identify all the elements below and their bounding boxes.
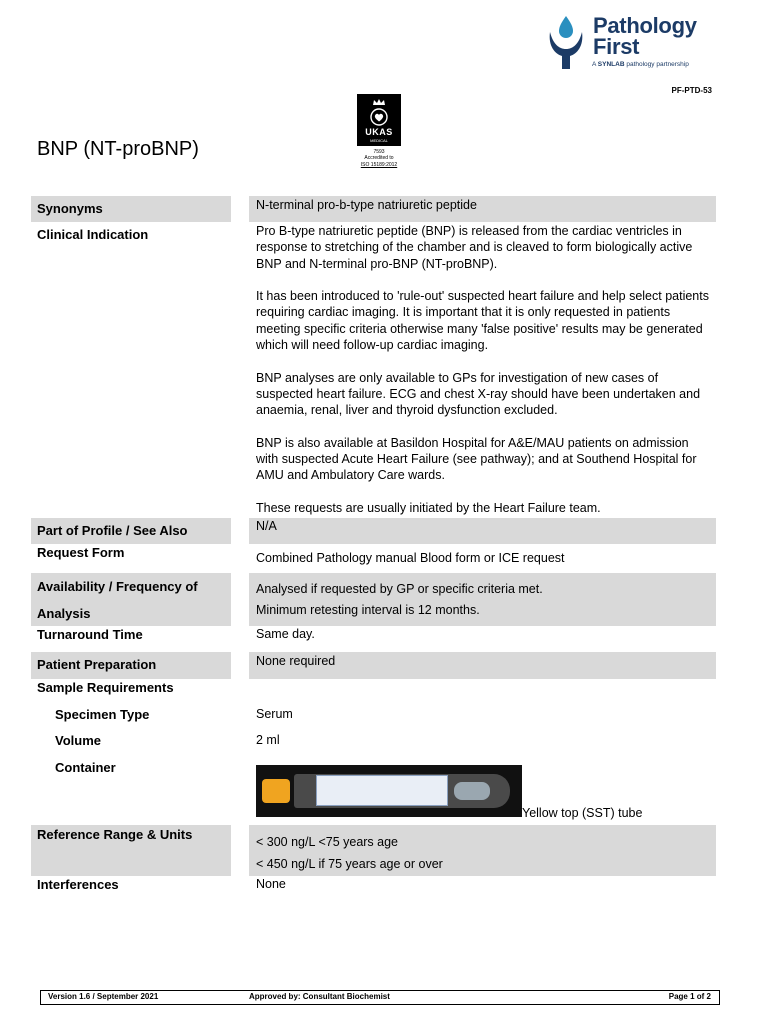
reference-range-value — [249, 825, 716, 876]
clinical-paragraph: BNP is also available at Basildon Hospital for A&E/MAU patients on admission with suspected Acute Heart Failure (see pathway); and at Southend Hospital for AMU and Ambulatory Care wards. — [256, 435, 697, 483]
ukas-iso-standard: ISO 15189:2012 — [360, 162, 398, 168]
footer-approved: Approved by: Consultant Biochemist — [249, 992, 390, 1001]
specimen-type-label: Specimen Type — [55, 707, 150, 722]
crown-icon — [372, 98, 386, 106]
interferences-value: None — [256, 877, 286, 891]
volume-label: Volume — [55, 733, 101, 748]
availability-label-line2: Analysis — [37, 606, 91, 621]
ukas-medical: MEDICAL — [370, 138, 388, 143]
brand-tagline: A SYNLAB pathology partnership — [592, 61, 689, 68]
profile-value: N/A — [249, 518, 716, 544]
reference-range-line1: < 300 ng/L <75 years age — [256, 835, 399, 849]
ukas-accreditation-mark — [356, 94, 402, 168]
heart-icon — [370, 108, 388, 126]
volume-value: 2 ml — [256, 733, 280, 747]
specimen-type-value: Serum — [256, 707, 293, 721]
tube-label — [316, 775, 448, 806]
turnaround-row — [31, 626, 716, 652]
container-label: Container — [55, 760, 116, 775]
tube-cap-yellow — [262, 779, 290, 803]
tube-gel — [454, 782, 490, 800]
container-value — [249, 765, 716, 820]
availability-label — [31, 573, 231, 626]
preparation-value: None required — [249, 652, 716, 679]
clinical-paragraph: These requests are usually initiated by the Heart Failure team. — [256, 501, 601, 516]
request-form-value: Combined Pathology manual Blood form or ICE request — [256, 551, 565, 565]
clinical-paragraph: BNP analyses are only available to GPs for investigation of new cases of suspected heart failure. ECG and chest X-ray should have been undertaken and anaemia, renal, liver and thyroid dysfunction excluded. — [256, 370, 701, 418]
turnaround-label: Turnaround Time — [37, 627, 143, 642]
brand-name-line2: First — [593, 34, 640, 59]
interferences-row — [31, 876, 716, 902]
page-title: BNP (NT-proBNP) — [37, 138, 199, 160]
document-code: PF-PTD-53 — [671, 86, 712, 95]
synonyms-label: Synonyms — [31, 196, 231, 222]
reference-range-line2: < 450 ng/L if 75 years age or over — [256, 857, 443, 871]
footer-page-number: Page 1 of 2 — [668, 992, 711, 1001]
ukas-number: 7593 — [373, 149, 385, 155]
clinical-indication-value — [249, 223, 716, 516]
availability-value-line2: Minimum retesting interval is 12 months. — [256, 603, 480, 617]
availability-value — [249, 573, 716, 626]
clinical-paragraph: Pro B-type natriuretic peptide (BNP) is released from the cardiac ventricles in response to stretching of the chamber and is cleaved to form biologically active BNP and N-terminal pro-BNP (NT-proBNP). — [256, 224, 693, 271]
profile-label: Part of Profile / See Also — [31, 518, 231, 544]
container-row — [31, 759, 716, 821]
ukas-accredited-text: Accredited to — [364, 155, 394, 161]
availability-value-line1: Analysed if requested by GP or specific criteria met. — [256, 582, 543, 596]
pathology-first-logo — [546, 14, 716, 72]
reference-range-label: Reference Range & Units — [31, 825, 231, 876]
brand-name-line1: Pathology — [593, 13, 697, 38]
pathology-first-logo-icon — [546, 14, 586, 70]
availability-row — [31, 573, 716, 626]
synonyms-row — [31, 196, 716, 222]
clinical-indication-row — [31, 222, 716, 518]
reference-range-row — [31, 825, 716, 876]
clinical-indication-label: Clinical Indication — [37, 227, 149, 242]
request-form-row — [31, 544, 716, 572]
ukas-logo — [357, 94, 401, 146]
document-footer — [40, 990, 720, 1005]
preparation-label: Patient Preparation — [31, 652, 231, 679]
clinical-paragraph: It has been introduced to 'rule-out' suspected heart failure and help select patients requiring cardiac imaging. It is important that it is only requested in patients meeting specific criteria otherwise many 'false positive' results may be generated which will need follow-up cardiac imaging. — [256, 289, 709, 353]
request-form-label: Request Form — [37, 545, 125, 560]
availability-label-line1: Availability / Frequency of — [37, 579, 198, 594]
sst-tube-image — [256, 765, 522, 817]
interferences-label: Interferences — [37, 877, 119, 892]
synonyms-value: N-terminal pro-b-type natriuretic peptide — [249, 196, 716, 222]
container-caption: Yellow top (SST) tube — [522, 806, 643, 820]
turnaround-value: Same day. — [256, 627, 315, 641]
sample-requirements-label: Sample Requirements — [37, 680, 174, 695]
footer-version: Version 1.6 / September 2021 — [48, 992, 159, 1001]
ukas-word: UKAS — [365, 127, 393, 137]
